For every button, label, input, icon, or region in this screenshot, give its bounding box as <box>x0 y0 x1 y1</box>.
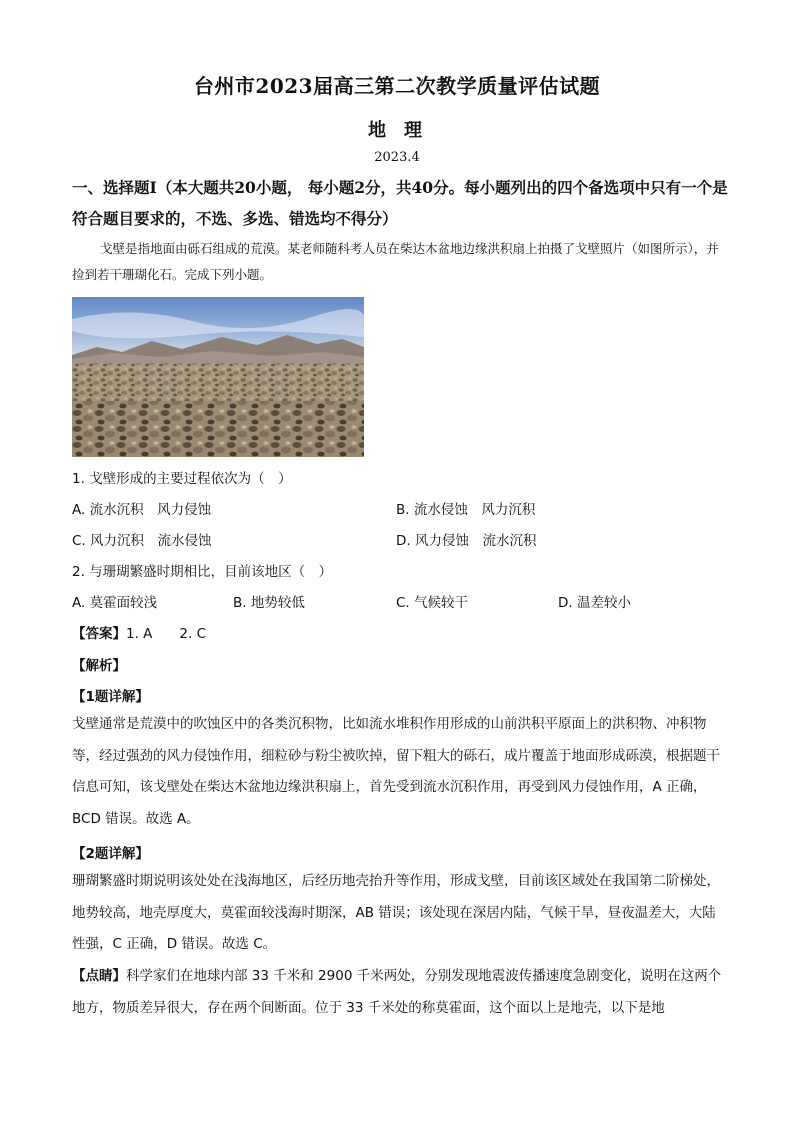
question-2: 2. 与珊瑚繁盛时期相比，目前该地区（ ） <box>72 564 333 580</box>
subject-title: 地理 <box>368 120 440 141</box>
gobi-photo <box>72 297 364 457</box>
exam-title: 台州市2023届高三第二次教学质量评估试题 <box>193 74 601 98</box>
q2-option-b: B. 地势较低 <box>233 595 305 611</box>
detail-1-text: 戈壁通常是荒漠中的吹蚀区中的各类沉积物，比如流水堆积作用形成的山前洪积平原面上的洪积物、冲积物等，经过强劲的风力侵蚀作用，细粒砂与粉尘被吹掉，留下粗大的砾石，成片覆盖于地面形成砾漠，根据题干信息可知，该戈壁处在柴达木盆地边缘洪积扇上，首先受到流水沉积作用，再受到风力侵蚀作用，A 正确，BCD 错误。故选 A。 <box>72 716 720 827</box>
analysis-label: 【解析】 <box>72 658 126 674</box>
question-intro: 戈壁是指地面由砾石组成的荒漠。某老师随科考人员在柴达木盆地边缘洪积扇上拍摄了戈壁照片（如图所示），并捡到若干珊瑚化石。完成下列小题。 <box>72 241 719 282</box>
answer-value: 1. A 2. C <box>126 626 207 642</box>
detail-2-text: 珊瑚繁盛时期说明该处处在浅海地区，后经历地壳抬升等作用，形成戈壁，目前该区域处在我国第二阶梯处，地势较高，地壳厚度大，莫霍面较浅海时期深，AB 错误；该处现在深居内陆，气候干旱，昼夜温差大，大陆性强，C 正确，D 错误。故选 C。 <box>72 873 720 952</box>
q1-option-d: D. 风力侵蚀 流水沉积 <box>396 533 537 549</box>
q2-option-d: D. 温差较小 <box>558 595 631 611</box>
q2-option-c: C. 气候较干 <box>396 595 469 611</box>
answer-label: 【答案】 <box>72 626 126 642</box>
detail-2-label: 【2题详解】 <box>72 846 149 862</box>
tip-paragraph <box>72 961 722 1024</box>
exam-date: 2023.4 <box>374 150 420 165</box>
q1-option-c: C. 风力沉积 流水侵蚀 <box>72 533 212 549</box>
detail-1-label: 【1题详解】 <box>72 689 149 705</box>
tip-label: 【点睛】 <box>72 968 126 984</box>
q2-option-a: A. 莫霍面较浅 <box>72 595 158 611</box>
q1-option-b: B. 流水侵蚀 风力沉积 <box>396 502 536 518</box>
q1-option-a: A. 流水沉积 风力侵蚀 <box>72 502 212 518</box>
answer-line <box>72 622 206 642</box>
section-heading: 一、选择题Ⅰ（本大题共20小题， 每小题2分，共40分。每小题列出的四个备选项中只有一个是符合题目要求的，不选、多选、错选均不得分） <box>72 178 728 228</box>
tip-text: 科学家们在地球内部 33 千米和 2900 千米两处，分别发现地震波传播速度急剧变化，说明在这两个地方，物质差异很大，存在两个间断面。位于 33 千米处的称莫霍面，这个面以上是地壳，以下是地 <box>72 968 722 1016</box>
question-1: 1. 戈壁形成的主要过程依次为（ ） <box>72 471 292 487</box>
